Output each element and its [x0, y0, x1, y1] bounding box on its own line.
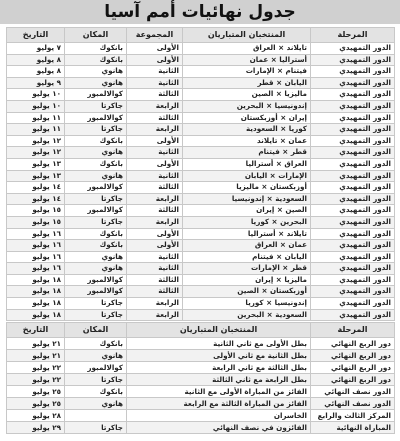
- cell-match: ماليزيا × الصين: [183, 89, 311, 101]
- cell-group: الرابعة: [127, 193, 183, 205]
- cell-venue: هانوي: [65, 263, 127, 275]
- cell-round: الدور التمهيدي: [311, 89, 395, 101]
- cell-date: ١٤ يوليو: [7, 182, 65, 194]
- cell-date: ١١ يوليو: [7, 124, 65, 136]
- cell-date: ٢٨ يوليو: [7, 410, 65, 422]
- cell-date: ٢١ يوليو: [7, 350, 65, 362]
- cell-round: الدور نصف النهائي: [311, 386, 395, 398]
- cell-venue: بانكوك: [65, 338, 127, 350]
- cell-group: الثانية: [127, 251, 183, 263]
- cell-group: الثانية: [127, 263, 183, 275]
- cell-venue: كوالالمبور: [65, 182, 127, 194]
- cell-round: الدور التمهيدي: [311, 309, 395, 321]
- cell-round: الدور التمهيدي: [311, 216, 395, 228]
- cell-match: قطر × الإمارات: [183, 263, 311, 275]
- header-match: المنتخبان المتباريان: [127, 323, 311, 338]
- cell-venue: بانكوك: [65, 158, 127, 170]
- cell-venue: بانكوك: [65, 240, 127, 252]
- cell-round: الدور التمهيدي: [311, 66, 395, 78]
- table-row: [7, 182, 395, 194]
- cell-match: تايلاند × أستراليا: [183, 228, 311, 240]
- cell-group: الثالثة: [127, 274, 183, 286]
- cell-match: الفائز من المباراة الثالثة مع الرابعة: [127, 398, 311, 410]
- cell-group: الأولى: [127, 240, 183, 252]
- cell-venue: هانوي: [65, 398, 127, 410]
- cell-match: السعودية × إندونيسيا: [183, 193, 311, 205]
- cell-date: ١٨ يوليو: [7, 286, 65, 298]
- cell-group: الثالثة: [127, 205, 183, 217]
- cell-date: ١٨ يوليو: [7, 298, 65, 310]
- cell-group: الأولى: [127, 135, 183, 147]
- cell-match: أوزبكستان × ماليزيا: [183, 182, 311, 194]
- cell-match: بطل الثانية مع ثاني الأولى: [127, 350, 311, 362]
- table-row: [7, 374, 395, 386]
- table-row: [7, 286, 395, 298]
- cell-group: الثانية: [127, 66, 183, 78]
- cell-date: ١٣ يوليو: [7, 170, 65, 182]
- cell-venue: جاكرتا: [65, 216, 127, 228]
- cell-match: اليابان × فيتنام: [183, 251, 311, 263]
- cell-group: الثالثة: [127, 89, 183, 101]
- cell-date: ١٢ يوليو: [7, 135, 65, 147]
- cell-match: إندونيسيا × كوريا: [183, 298, 311, 310]
- cell-match: كوريا × السعودية: [183, 124, 311, 136]
- table-row: [7, 89, 395, 101]
- cell-round: المباراة النهائية: [311, 422, 395, 434]
- table-row: [7, 147, 395, 159]
- cell-match: ماليزيا × إيران: [183, 274, 311, 286]
- cell-venue: كوالالمبور: [65, 274, 127, 286]
- table-row: [7, 77, 395, 89]
- cell-match: الفائز من المباراة الأولى مع الثانية: [127, 386, 311, 398]
- cell-round: دور الربع النهائي: [311, 374, 395, 386]
- table-row: [7, 338, 395, 350]
- cell-date: ١٠ يوليو: [7, 89, 65, 101]
- cell-group: الرابعة: [127, 309, 183, 321]
- cell-date: ٢٢ يوليو: [7, 362, 65, 374]
- table-row: [7, 251, 395, 263]
- cell-venue: هانوي: [65, 147, 127, 159]
- cell-venue: كوالالمبور: [65, 89, 127, 101]
- cell-round: الدور التمهيدي: [311, 298, 395, 310]
- table-row: [7, 100, 395, 112]
- cell-venue: بانكوك: [65, 54, 127, 66]
- table-row: [7, 135, 395, 147]
- cell-group: الثانية: [127, 77, 183, 89]
- table-row: [7, 54, 395, 66]
- table-row: [7, 158, 395, 170]
- cell-date: ١٤ يوليو: [7, 193, 65, 205]
- cell-venue: هانوي: [65, 66, 127, 78]
- table-row: [7, 170, 395, 182]
- cell-venue: جاكرتا: [65, 100, 127, 112]
- table-header-row: [7, 28, 395, 43]
- cell-round: الدور التمهيدي: [311, 263, 395, 275]
- cell-group: الثالثة: [127, 112, 183, 124]
- cell-round: الدور التمهيدي: [311, 182, 395, 194]
- page-title: جدول نهائيات أمم آسيا: [0, 0, 400, 24]
- cell-date: ١٦ يوليو: [7, 240, 65, 252]
- cell-round: دور الربع النهائي: [311, 362, 395, 374]
- table-row: [7, 298, 395, 310]
- header-date: التاريخ: [7, 323, 65, 338]
- table-row: [7, 228, 395, 240]
- cell-round: الدور التمهيدي: [311, 147, 395, 159]
- cell-round: الدور التمهيدي: [311, 158, 395, 170]
- table-row: [7, 398, 395, 410]
- cell-match: العراق × أستراليا: [183, 158, 311, 170]
- table-row: [7, 43, 395, 55]
- cell-round: الدور التمهيدي: [311, 193, 395, 205]
- table-row: [7, 112, 395, 124]
- table-row: [7, 193, 395, 205]
- table-row: [7, 410, 395, 422]
- cell-venue: هانوي: [65, 251, 127, 263]
- header-match: المنتخبان المتباريان: [183, 28, 311, 43]
- cell-round: الدور التمهيدي: [311, 274, 395, 286]
- cell-date: ٢٩ يوليو: [7, 422, 65, 434]
- cell-match: بطل الثالثة مع ثاني الرابعة: [127, 362, 311, 374]
- cell-venue: هانوي: [65, 350, 127, 362]
- cell-round: الدور التمهيدي: [311, 228, 395, 240]
- table-row: [7, 124, 395, 136]
- cell-date: ١٨ يوليو: [7, 274, 65, 286]
- cell-venue: هانوي: [65, 170, 127, 182]
- table-row: [7, 240, 395, 252]
- cell-venue: بانكوك: [65, 386, 127, 398]
- knockout-stage-table: [6, 322, 395, 434]
- cell-round: الدور التمهيدي: [311, 54, 395, 66]
- cell-date: ٩ يوليو: [7, 77, 65, 89]
- cell-match: اليابان × قطر: [183, 77, 311, 89]
- cell-match: الصين × إيران: [183, 205, 311, 217]
- table-row: [7, 263, 395, 275]
- cell-date: ١٦ يوليو: [7, 228, 65, 240]
- cell-group: الأولى: [127, 54, 183, 66]
- cell-match: عمان × العراق: [183, 240, 311, 252]
- group-stage-table: [6, 27, 395, 321]
- cell-match: الخاسران: [127, 410, 311, 422]
- cell-group: الأولى: [127, 158, 183, 170]
- header-round: المرحلة: [311, 28, 395, 43]
- cell-date: ٧ يوليو: [7, 43, 65, 55]
- cell-round: الدور التمهيدي: [311, 77, 395, 89]
- header-venue: المكان: [65, 28, 127, 43]
- cell-date: ٢١ يوليو: [7, 338, 65, 350]
- cell-round: دور الربع النهائي: [311, 350, 395, 362]
- table-row: [7, 422, 395, 434]
- cell-round: الدور التمهيدي: [311, 251, 395, 263]
- cell-round: الدور التمهيدي: [311, 43, 395, 55]
- cell-venue: كوالالمبور: [65, 286, 127, 298]
- cell-venue: جاكرتا: [65, 124, 127, 136]
- cell-date: ١٠ يوليو: [7, 100, 65, 112]
- cell-venue: بانكوك: [65, 43, 127, 55]
- cell-round: الدور التمهيدي: [311, 112, 395, 124]
- cell-date: ١٦ يوليو: [7, 251, 65, 263]
- header-round: المرحلة: [311, 323, 395, 338]
- table-row: [7, 205, 395, 217]
- cell-match: بطل الرابعة مع ثاني الثالثة: [127, 374, 311, 386]
- cell-group: الأولى: [127, 43, 183, 55]
- cell-date: ٢٥ يوليو: [7, 386, 65, 398]
- cell-group: الثانية: [127, 170, 183, 182]
- cell-match: بطل الأولى مع ثاني الثانية: [127, 338, 311, 350]
- cell-date: ١٦ يوليو: [7, 263, 65, 275]
- cell-date: ١٥ يوليو: [7, 205, 65, 217]
- cell-match: فيتنام × الإمارات: [183, 66, 311, 78]
- table-row: [7, 386, 395, 398]
- table-row: [7, 216, 395, 228]
- cell-match: أوزبكستان × الصين: [183, 286, 311, 298]
- cell-date: ١٢ يوليو: [7, 147, 65, 159]
- cell-venue: جاكرتا: [65, 309, 127, 321]
- cell-venue: جاكرتا: [65, 374, 127, 386]
- cell-venue: [65, 410, 127, 422]
- cell-venue: كوالالمبور: [65, 112, 127, 124]
- cell-venue: بانكوك: [65, 228, 127, 240]
- table-row: [7, 362, 395, 374]
- table-row: [7, 309, 395, 321]
- cell-match: الإمارات × اليابان: [183, 170, 311, 182]
- cell-group: الثانية: [127, 147, 183, 159]
- cell-round: الدور التمهيدي: [311, 100, 395, 112]
- cell-round: الدور التمهيدي: [311, 205, 395, 217]
- table-row: [7, 66, 395, 78]
- cell-round: المركز الثالث والرابع: [311, 410, 395, 422]
- cell-group: الرابعة: [127, 100, 183, 112]
- cell-match: تايلاند × العراق: [183, 43, 311, 55]
- cell-match: البحرين × كوريا: [183, 216, 311, 228]
- cell-match: السعودية × البحرين: [183, 309, 311, 321]
- cell-round: الدور التمهيدي: [311, 124, 395, 136]
- table-row: [7, 274, 395, 286]
- cell-round: دور الربع النهائي: [311, 338, 395, 350]
- cell-date: ١٣ يوليو: [7, 158, 65, 170]
- cell-round: الدور التمهيدي: [311, 240, 395, 252]
- header-venue: المكان: [65, 323, 127, 338]
- cell-match: أستراليا × عمان: [183, 54, 311, 66]
- cell-round: الدور التمهيدي: [311, 286, 395, 298]
- cell-venue: هانوي: [65, 77, 127, 89]
- cell-date: ٨ يوليو: [7, 66, 65, 78]
- cell-date: ١٥ يوليو: [7, 216, 65, 228]
- cell-date: ١٨ يوليو: [7, 309, 65, 321]
- cell-match: الفائزون في نصف النهائي: [127, 422, 311, 434]
- cell-venue: جاكرتا: [65, 193, 127, 205]
- cell-date: ١١ يوليو: [7, 112, 65, 124]
- cell-match: عمان × تايلاند: [183, 135, 311, 147]
- table-header-row: [7, 323, 395, 338]
- cell-date: ٢٢ يوليو: [7, 374, 65, 386]
- cell-group: الرابعة: [127, 216, 183, 228]
- cell-match: إندونيسيا × البحرين: [183, 100, 311, 112]
- cell-group: الثالثة: [127, 182, 183, 194]
- cell-venue: جاكرتا: [65, 422, 127, 434]
- cell-venue: كوالالمبور: [65, 205, 127, 217]
- cell-date: ٢٥ يوليو: [7, 398, 65, 410]
- cell-group: الأولى: [127, 228, 183, 240]
- cell-match: قطر × فيتنام: [183, 147, 311, 159]
- cell-round: الدور التمهيدي: [311, 135, 395, 147]
- cell-round: الدور التمهيدي: [311, 170, 395, 182]
- cell-group: الرابعة: [127, 124, 183, 136]
- cell-round: الدور نصف النهائي: [311, 398, 395, 410]
- cell-venue: جاكرتا: [65, 298, 127, 310]
- cell-group: الرابعة: [127, 298, 183, 310]
- header-date: التاريخ: [7, 28, 65, 43]
- table-row: [7, 350, 395, 362]
- cell-venue: كوالالمبور: [65, 362, 127, 374]
- cell-date: ٨ يوليو: [7, 54, 65, 66]
- cell-group: الثالثة: [127, 286, 183, 298]
- header-group: المجموعة: [127, 28, 183, 43]
- cell-match: إيران × أوزبكستان: [183, 112, 311, 124]
- cell-venue: بانكوك: [65, 135, 127, 147]
